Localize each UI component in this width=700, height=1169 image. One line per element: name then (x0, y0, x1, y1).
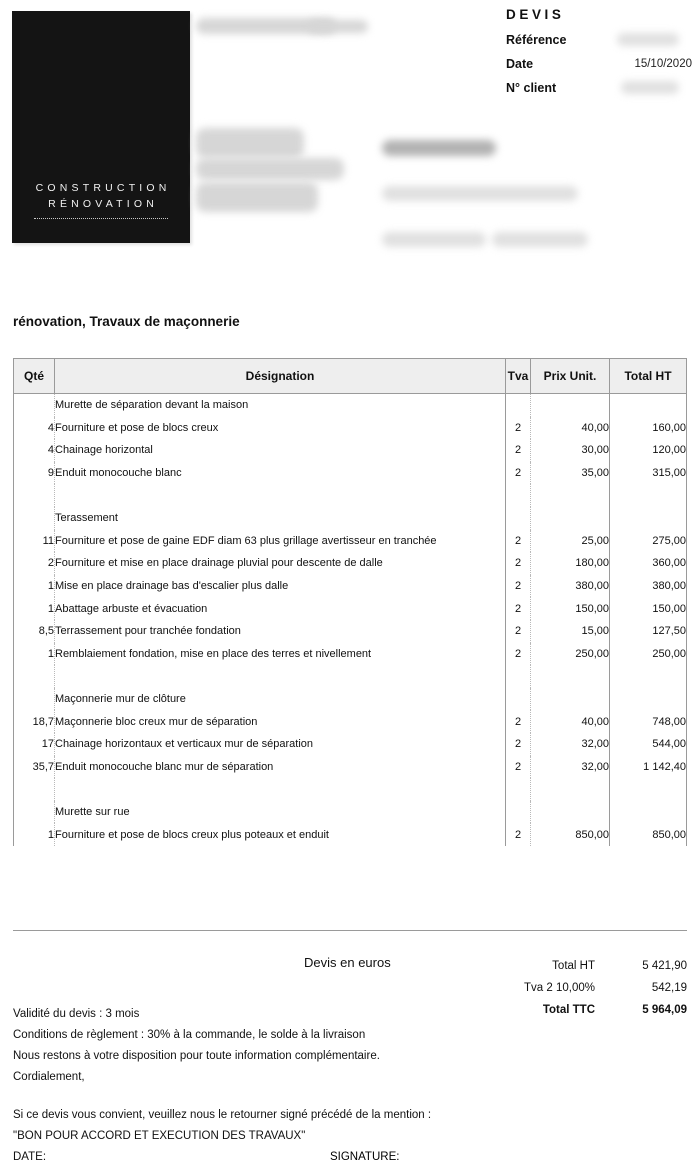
cell-total-ht: 275,00 (610, 530, 687, 553)
cell-qte: 1 (14, 643, 55, 666)
cell-total-ht: 544,00 (610, 733, 687, 756)
table-header-row (14, 359, 687, 394)
cell-prix-unit: 250,00 (531, 643, 610, 666)
redacted-client-name (382, 140, 496, 156)
company-logo (12, 11, 190, 243)
total-value: 5 421,90 (642, 960, 687, 972)
cell-prix-unit (531, 688, 610, 711)
cell-qte (14, 688, 55, 711)
table-spacer-row (14, 484, 687, 507)
cell-designation: Murette de séparation devant la maison (55, 394, 506, 417)
total-row (430, 955, 687, 977)
cell-tva (506, 801, 531, 824)
table-row (14, 552, 687, 575)
cell-total-ht: 850,00 (610, 823, 687, 846)
cell-total-ht: 315,00 (610, 462, 687, 485)
cell-total-ht: 360,00 (610, 552, 687, 575)
table-row (14, 710, 687, 733)
cell-qte: 1 (14, 823, 55, 846)
quote-line-items-table (13, 358, 687, 846)
redacted-company-name-2 (308, 20, 368, 33)
cell-tva (506, 778, 531, 801)
document-footer (13, 1004, 687, 1168)
column-header-tva: Tva (506, 359, 531, 394)
cell-tva: 2 (506, 530, 531, 553)
cell-tva: 2 (506, 417, 531, 440)
cell-qte (14, 801, 55, 824)
cell-qte: 17 (14, 733, 55, 756)
redacted-reference-value (617, 33, 679, 46)
cell-total-ht (610, 484, 687, 507)
cell-tva: 2 (506, 710, 531, 733)
column-header-designation: Désignation (55, 359, 506, 394)
cell-prix-unit: 32,00 (531, 733, 610, 756)
cell-qte: 4 (14, 439, 55, 462)
redacted-company-address-2 (196, 158, 344, 180)
table-row (14, 575, 687, 598)
cell-qte: 2 (14, 552, 55, 575)
cell-qte (14, 484, 55, 507)
cell-designation: Fourniture et pose de blocs creux plus poteaux et enduit (55, 823, 506, 846)
page-title: rénovation, Travaux de maçonnerie (13, 314, 240, 329)
cell-prix-unit: 15,00 (531, 620, 610, 643)
total-label: Total TTC (542, 1004, 595, 1016)
cell-tva (506, 507, 531, 530)
logo-line-renovation: RÉNOVATION (48, 198, 159, 210)
date-field-label: DATE: (13, 1151, 47, 1163)
column-header-qte: Qté (14, 359, 55, 394)
cell-prix-unit: 30,00 (531, 439, 610, 462)
cell-total-ht (610, 507, 687, 530)
document-title: DEVIS (506, 7, 565, 22)
redacted-client-address-2 (382, 232, 486, 247)
cell-prix-unit (531, 484, 610, 507)
currency-note: Devis en euros (304, 955, 391, 970)
cell-total-ht (610, 394, 687, 417)
document-header (0, 0, 700, 290)
table-row (14, 643, 687, 666)
cell-tva: 2 (506, 733, 531, 756)
cell-designation: Maçonnerie bloc creux mur de séparation (55, 710, 506, 733)
cell-total-ht: 748,00 (610, 710, 687, 733)
cell-prix-unit: 40,00 (531, 417, 610, 440)
cell-designation: Enduit monocouche blanc (55, 462, 506, 485)
table-group-row (14, 507, 687, 530)
mention-line: "BON POUR ACCORD ET EXECUTION DES TRAVAUX" (13, 1130, 306, 1142)
cell-tva: 2 (506, 575, 531, 598)
table-group-row (14, 394, 687, 417)
cell-prix-unit (531, 507, 610, 530)
cell-qte: 1 (14, 575, 55, 598)
table-row (14, 417, 687, 440)
cell-tva (506, 688, 531, 711)
cell-designation (55, 665, 506, 688)
redacted-client-address-1 (382, 186, 578, 201)
cell-tva: 2 (506, 462, 531, 485)
cell-prix-unit (531, 665, 610, 688)
table-row (14, 462, 687, 485)
cell-tva: 2 (506, 439, 531, 462)
cell-designation: Chainage horizontaux et verticaux mur de séparation (55, 733, 506, 756)
cell-total-ht (610, 778, 687, 801)
cell-qte: 18,7 (14, 710, 55, 733)
cell-prix-unit: 380,00 (531, 575, 610, 598)
logo-text (12, 180, 190, 219)
total-label: Total HT (552, 960, 595, 972)
table-row (14, 733, 687, 756)
client-number-label: N° client (506, 81, 557, 95)
cell-designation (55, 778, 506, 801)
table-spacer-row (14, 665, 687, 688)
cell-designation: Maçonnerie mur de clôture (55, 688, 506, 711)
cell-total-ht: 127,50 (610, 620, 687, 643)
redacted-company-address-3 (196, 182, 318, 212)
cell-prix-unit: 25,00 (531, 530, 610, 553)
cell-tva: 2 (506, 756, 531, 779)
table-group-row (14, 801, 687, 824)
availability-line: Nous restons à votre disposition pour toute information complémentaire. (13, 1050, 380, 1062)
cell-prix-unit: 850,00 (531, 823, 610, 846)
cell-designation: Remblaiement fondation, mise en place des terres et nivellement (55, 643, 506, 666)
date-label: Date (506, 57, 534, 71)
cell-qte: 1 (14, 597, 55, 620)
return-note-line: Si ce devis vous convient, veuillez nous le retourner signé précédé de la mention : (13, 1109, 432, 1121)
cell-designation: Murette sur rue (55, 801, 506, 824)
cell-designation: Terrassement pour tranchée fondation (55, 620, 506, 643)
cell-tva (506, 665, 531, 688)
table-group-row (14, 688, 687, 711)
cell-total-ht (610, 801, 687, 824)
footer-spacer (13, 1088, 687, 1105)
table-row (14, 620, 687, 643)
cell-prix-unit: 32,00 (531, 756, 610, 779)
cell-total-ht: 380,00 (610, 575, 687, 598)
cell-qte: 35,7 (14, 756, 55, 779)
cell-qte (14, 665, 55, 688)
cell-prix-unit (531, 394, 610, 417)
cell-qte: 11 (14, 530, 55, 553)
cell-designation: Fourniture et pose de blocs creux (55, 417, 506, 440)
cell-qte: 4 (14, 417, 55, 440)
cell-prix-unit: 40,00 (531, 710, 610, 733)
cell-designation: Mise en place drainage bas d'escalier plus dalle (55, 575, 506, 598)
cell-designation: Chainage horizontal (55, 439, 506, 462)
cell-total-ht: 250,00 (610, 643, 687, 666)
total-value: 542,19 (651, 982, 687, 994)
cell-tva: 2 (506, 643, 531, 666)
cell-tva: 2 (506, 552, 531, 575)
table-row (14, 823, 687, 846)
cell-designation (55, 484, 506, 507)
redacted-client-number-value (621, 81, 679, 94)
cell-total-ht: 150,00 (610, 597, 687, 620)
cell-prix-unit (531, 801, 610, 824)
table-row (14, 530, 687, 553)
table-row (14, 439, 687, 462)
total-row (430, 977, 687, 999)
cell-prix-unit: 180,00 (531, 552, 610, 575)
logo-divider (34, 218, 168, 219)
total-value: 5 964,09 (642, 1004, 687, 1016)
cell-total-ht: 120,00 (610, 439, 687, 462)
cell-total-ht: 160,00 (610, 417, 687, 440)
cell-prix-unit: 35,00 (531, 462, 610, 485)
validity-line: Validité du devis : 3 mois (13, 1008, 140, 1020)
payment-terms-line: Conditions de règlement : 30% à la commande, le solde à la livraison (13, 1029, 366, 1041)
cell-total-ht: 1 142,40 (610, 756, 687, 779)
date-value: 15/10/2020 (634, 58, 692, 70)
table-header (14, 359, 687, 394)
cell-total-ht (610, 688, 687, 711)
cell-designation: Fourniture et mise en place drainage pluvial pour descente de dalle (55, 552, 506, 575)
meta-row-reference (506, 28, 696, 52)
signature-row (13, 1147, 687, 1168)
table-bottom-border (13, 930, 687, 931)
cell-total-ht (610, 665, 687, 688)
table-body (14, 394, 687, 846)
cell-designation: Fourniture et pose de gaine EDF diam 63 plus grillage avertisseur en tranchée (55, 530, 506, 553)
meta-row-title (506, 4, 696, 28)
cell-prix-unit: 150,00 (531, 597, 610, 620)
redacted-company-address-1 (196, 128, 304, 158)
document-meta (506, 4, 696, 100)
cell-tva: 2 (506, 620, 531, 643)
cell-qte (14, 507, 55, 530)
total-label: Tva 2 10,00% (524, 982, 595, 994)
cell-tva: 2 (506, 597, 531, 620)
closing-line: Cordialement, (13, 1071, 85, 1083)
column-header-total-ht: Total HT (610, 359, 687, 394)
meta-row-date (506, 52, 696, 76)
meta-row-client (506, 76, 696, 100)
table-spacer-row (14, 778, 687, 801)
reference-label: Référence (506, 33, 567, 47)
cell-designation: Abattage arbuste et évacuation (55, 597, 506, 620)
column-header-prix-unit: Prix Unit. (531, 359, 610, 394)
cell-designation: Enduit monocouche blanc mur de séparation (55, 756, 506, 779)
cell-tva (506, 484, 531, 507)
table-row (14, 756, 687, 779)
cell-qte (14, 394, 55, 417)
cell-prix-unit (531, 778, 610, 801)
logo-line-construction: CONSTRUCTION (35, 182, 171, 194)
redacted-client-address-3 (492, 232, 588, 247)
cell-qte: 9 (14, 462, 55, 485)
cell-qte: 8,5 (14, 620, 55, 643)
cell-tva (506, 394, 531, 417)
signature-field-label: SIGNATURE: (330, 1151, 400, 1163)
cell-tva: 2 (506, 823, 531, 846)
cell-qte (14, 778, 55, 801)
cell-designation: Terassement (55, 507, 506, 530)
table-row (14, 597, 687, 620)
